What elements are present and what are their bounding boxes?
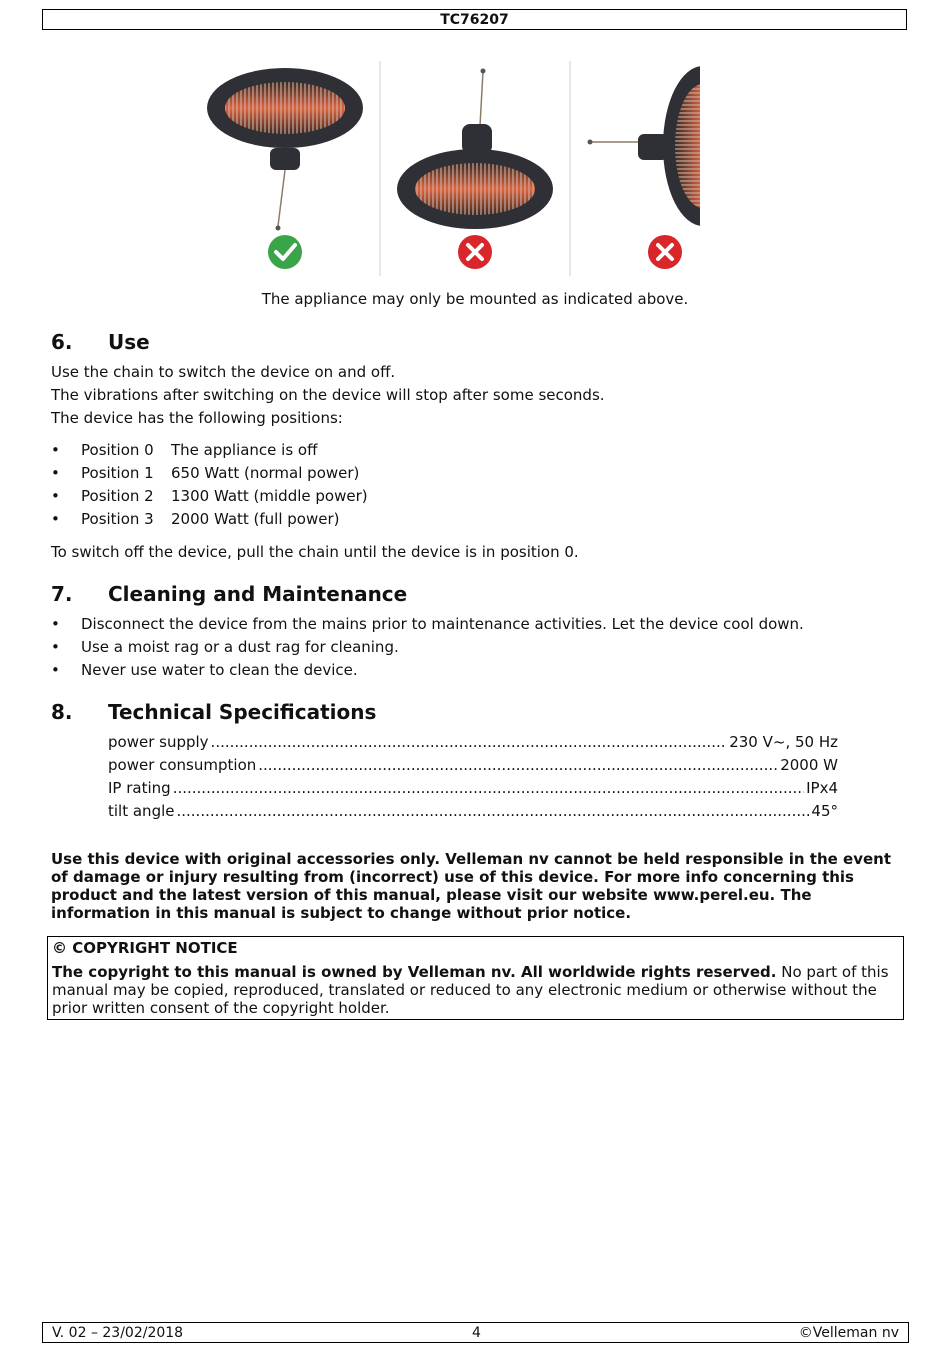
mounting-illustration <box>200 56 700 281</box>
list-item <box>51 661 358 679</box>
bullet-dot: • <box>51 661 60 679</box>
cross-icon <box>458 235 492 269</box>
position-item <box>51 441 317 459</box>
spec-label: power supply <box>108 733 209 751</box>
list-item-text: Use a moist rag or a dust rag for cleaning. <box>81 638 399 656</box>
bullet-dot: • <box>51 441 60 459</box>
spec-label: power consumption <box>108 756 257 774</box>
mounting-figure <box>200 56 700 281</box>
spec-value: 230 V~, 50 Hz <box>729 733 838 751</box>
spec-label: tilt angle <box>108 802 175 820</box>
position-item <box>51 464 359 482</box>
section-8-heading <box>51 700 376 724</box>
paragraph: Use the chain to switch the device on and off. <box>51 363 396 381</box>
section-number: 8. <box>51 700 73 724</box>
section-6-heading <box>51 330 150 354</box>
bullet-dot: • <box>51 487 60 505</box>
document-code: TC76207 <box>440 12 509 28</box>
footer-owner: ©Velleman nv <box>798 1325 899 1341</box>
paragraph: The vibrations after switching on the device will stop after some seconds. <box>51 386 605 404</box>
figure-caption: The appliance may only be mounted as indicated above. <box>261 290 689 308</box>
list-item-text: Disconnect the device from the mains prior to maintenance activities. Let the device cool down. <box>81 615 804 633</box>
spec-row <box>108 756 838 774</box>
copyright-box <box>47 936 904 1020</box>
position-desc: 2000 Watt (full power) <box>171 510 340 528</box>
bullet-dot: • <box>51 510 60 528</box>
position-label: Position 3 <box>81 510 154 528</box>
check-icon <box>268 235 302 269</box>
footer-page-number: 4 <box>472 1325 481 1341</box>
section-7-heading <box>51 582 407 606</box>
position-label: Position 1 <box>81 464 154 482</box>
heater-wrong-upside <box>397 69 553 230</box>
cross-icon <box>648 235 682 269</box>
copyright-text <box>52 963 899 1017</box>
position-desc: 1300 Watt (middle power) <box>171 487 368 505</box>
spec-row <box>108 802 838 820</box>
list-item-text: Never use water to clean the device. <box>81 661 358 679</box>
list-item <box>51 615 804 633</box>
page-footer <box>42 1322 909 1343</box>
copyright-rest: No part of this manual may be copied, reproduced, translated or reduced to any electronic medium or otherwise without the prior written consent of the copyright holder. <box>52 963 889 1017</box>
paragraph: The device has the following positions: <box>51 409 343 427</box>
section-number: 7. <box>51 582 73 606</box>
spec-value: 45° <box>811 802 838 820</box>
spec-row <box>108 733 838 751</box>
list-item <box>51 638 399 656</box>
bullet-dot: • <box>51 464 60 482</box>
position-desc: The appliance is off <box>171 441 318 459</box>
copyright-title: © COPYRIGHT NOTICE <box>52 939 238 957</box>
section-title: Technical Specifications <box>108 700 377 724</box>
position-desc: 650 Watt (normal power) <box>171 464 360 482</box>
position-label: Position 0 <box>81 441 154 459</box>
section-title: Cleaning and Maintenance <box>108 582 408 606</box>
copyright-bold: The copyright to this manual is owned by Velleman nv. All worldwide rights reserved. <box>52 963 777 981</box>
position-label: Position 2 <box>81 487 154 505</box>
heater-wrong-vertical <box>588 66 701 226</box>
spec-value: 2000 W <box>780 756 838 774</box>
position-item <box>51 487 368 505</box>
heater-correct <box>207 68 363 231</box>
spec-row <box>108 779 838 797</box>
section-number: 6. <box>51 330 73 354</box>
position-item <box>51 510 340 528</box>
page-header <box>42 9 907 30</box>
spec-label: IP rating <box>108 779 171 797</box>
spec-value: IPx4 <box>806 779 838 797</box>
bullet-dot: • <box>51 638 60 656</box>
disclaimer-note: Use this device with original accessories only. Velleman nv cannot be held responsible in the event of damage or injury resulting from (incorrect) use of this device. For more info concerning this product and the latest version of this manual, please visit our website www.perel.eu. The information in this manual is subject to change without prior notice. <box>51 850 891 922</box>
footer-version: V. 02 – 23/02/2018 <box>52 1325 184 1341</box>
section-title: Use <box>108 330 150 354</box>
paragraph: To switch off the device, pull the chain until the device is in position 0. <box>51 543 579 561</box>
bullet-dot: • <box>51 615 60 633</box>
